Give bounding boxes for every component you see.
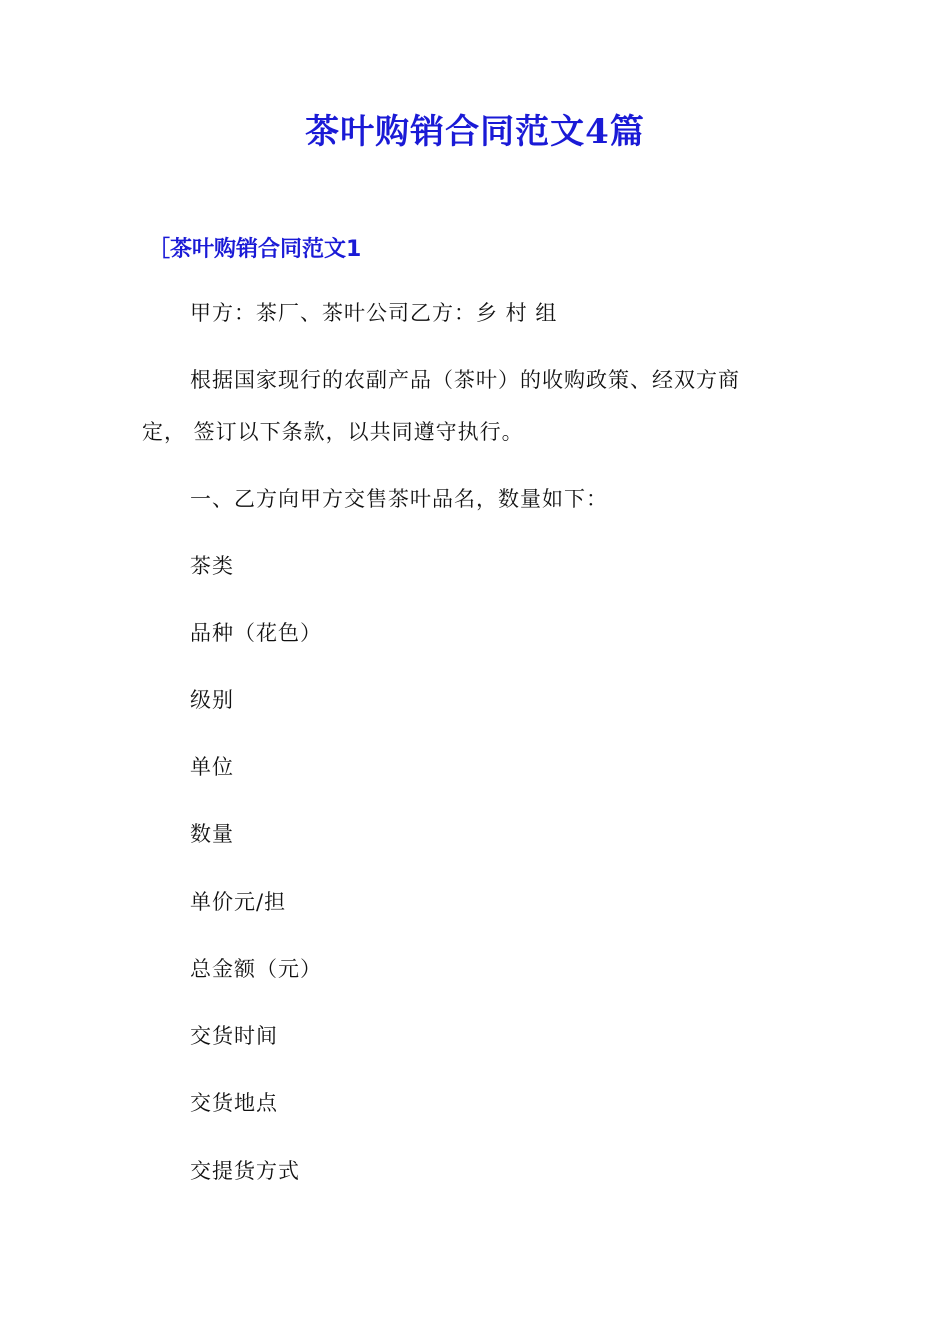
item-unit: 单位 [190, 755, 234, 779]
item-tea-category: 茶类 [190, 554, 234, 578]
item-grade: 级别 [190, 688, 234, 712]
document-title: 茶叶购销合同范文4篇 [305, 112, 645, 152]
section-heading: ［茶叶购销合同范文1 [148, 237, 362, 262]
item-delivery-location: 交货地点 [190, 1091, 278, 1115]
item-delivery-time: 交货时间 [190, 1024, 278, 1048]
item-unit-price: 单价元/担 [190, 890, 287, 914]
item-quantity: 数量 [190, 822, 234, 846]
intro-paragraph-line-2: 定， 签订以下条款，以共同遵守执行。 [142, 420, 524, 444]
item-variety: 品种（花色） [190, 621, 322, 645]
parties-line: 甲方：茶厂、茶叶公司乙方：乡 村 组 [190, 301, 558, 325]
item-delivery-method: 交提货方式 [190, 1159, 300, 1183]
intro-paragraph-line-1: 根据国家现行的农副产品（茶叶）的收购政策、经双方商 [190, 368, 740, 392]
item-total-amount: 总金额（元） [190, 957, 322, 981]
clause-1: 一、乙方向甲方交售茶叶品名，数量如下： [190, 487, 608, 511]
